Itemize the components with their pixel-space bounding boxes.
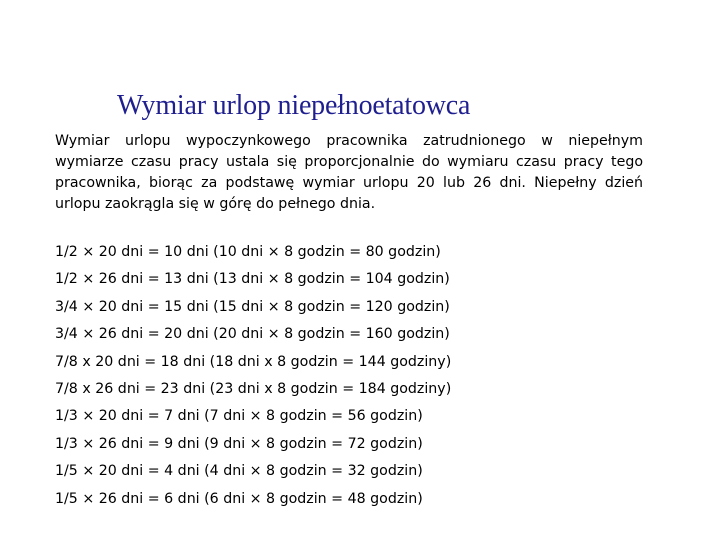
calculation-line: 1/3 × 20 dni = 7 dni (7 dni × 8 godzin = 56 godzin) [55, 408, 423, 425]
calculation-line: 1/3 × 26 dni = 9 dni (9 dni × 8 godzin = 72 godzin) [55, 435, 423, 452]
calculation-line: 1/5 × 20 dni = 4 dni (4 dni × 8 godzin = 32 godzin) [55, 463, 423, 480]
calculation-list [55, 242, 451, 516]
calculation-line: 1/2 × 26 dni = 13 dni (13 dni × 8 godzin = 104 godzin) [55, 271, 450, 288]
calculation-line: 3/4 × 26 dni = 20 dni (20 dni × 8 godzin = 160 godzin) [55, 326, 450, 343]
calculation-line: 7/8 x 26 dni = 23 dni (23 dni x 8 godzin = 184 godziny) [55, 380, 452, 397]
calculation-line: 1/5 × 26 dni = 6 dni (6 dni × 8 godzin = 48 godzin) [55, 490, 423, 507]
calculation-line: 1/2 × 20 dni = 10 dni (10 dni × 8 godzin = 80 godzin) [55, 244, 441, 260]
calculation-line: 7/8 x 20 dni = 18 dni (18 dni x 8 godzin = 144 godziny) [55, 353, 452, 370]
calculation-line: 3/4 × 20 dni = 15 dni (15 dni × 8 godzin = 120 godzin) [55, 298, 450, 315]
slide-title: Wymiar urlop niepełnoetatowca [117, 90, 471, 121]
intro-paragraph: Wymiar urlopu wypoczynkowego pracownika zatrudnionego w niepełnym wymiarze czasu pracy ustala się proporcjonalnie do wymiaru czasu pracy tego pracownika, biorąc za podstawę wymiar urlopu 20 lub 26 dni. Niepełny dzień urlopu zaokrągla się w górę do pełnego dnia. [55, 133, 643, 212]
